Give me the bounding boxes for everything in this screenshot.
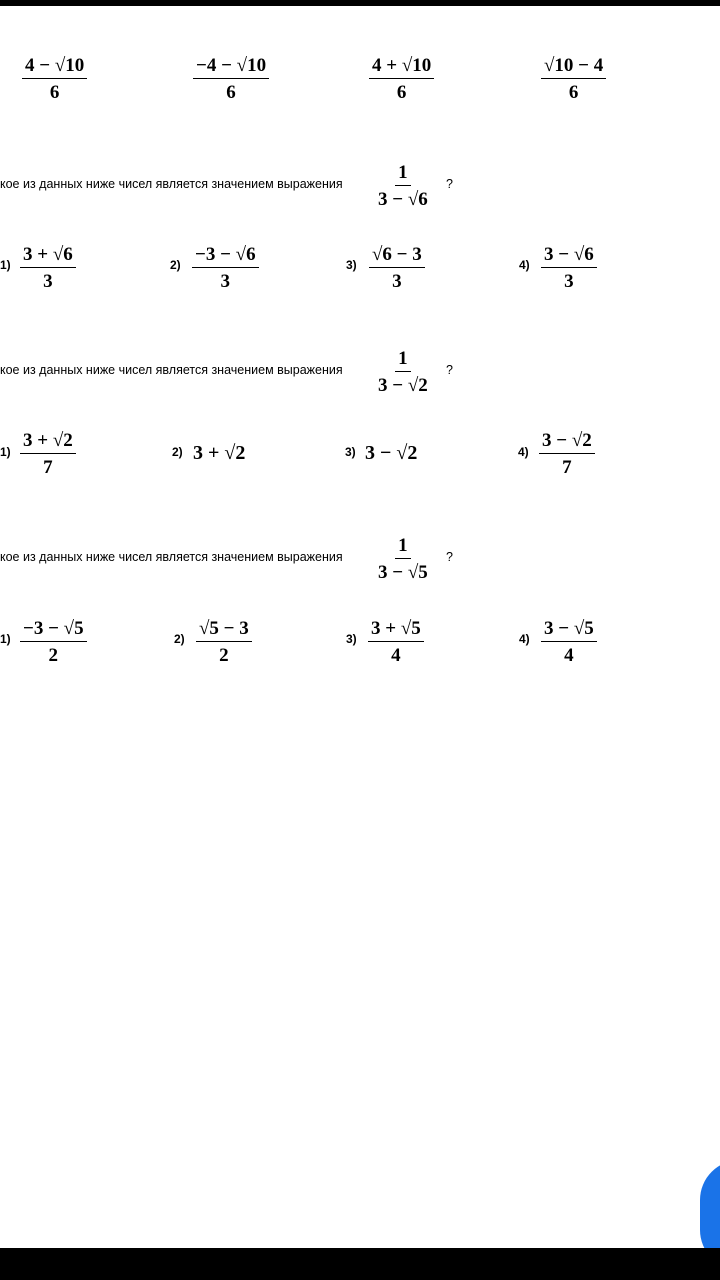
top-option-4: [541, 56, 606, 102]
option-number: 1): [0, 632, 11, 646]
answer-option-3: 3 − √2: [365, 442, 418, 464]
fraction-denominator: 3: [392, 271, 402, 292]
fraction-denominator: 6: [396, 82, 407, 103]
fraction-numerator: 4 + √10: [369, 56, 434, 79]
question-text: кое из данных ниже чисел является значением выражения: [0, 177, 343, 191]
question-text: кое из данных ниже чисел является значением выражения: [0, 363, 343, 377]
option-number: 1): [0, 445, 11, 459]
fraction-numerator: −3 − √6: [192, 245, 259, 268]
fraction-denominator: 4: [564, 645, 574, 666]
question-expression: [378, 163, 428, 209]
fraction-numerator: √10 − 4: [541, 56, 606, 79]
option-number: 4): [518, 445, 529, 459]
option-number: 3): [345, 445, 356, 459]
answer-option-2: [192, 245, 259, 291]
option-number: 2): [174, 632, 185, 646]
fraction-numerator: 3 − √2: [539, 431, 595, 454]
answer-option-4: [541, 245, 597, 291]
option-number: 1): [0, 258, 11, 272]
fraction-denominator: 6: [49, 82, 60, 103]
question-mark: ?: [446, 363, 453, 377]
fraction-numerator: 3 + √6: [20, 245, 76, 268]
option-number: 3): [346, 632, 357, 646]
answer-option-1: [20, 431, 76, 477]
option-number: 4): [519, 258, 530, 272]
fraction-denominator: 3 − √6: [378, 189, 428, 210]
top-option-1: [22, 56, 87, 102]
question-mark: ?: [446, 177, 453, 191]
fraction-numerator: −3 − √5: [20, 619, 87, 642]
question-expression: [378, 349, 428, 395]
option-number: 2): [170, 258, 181, 272]
option-number: 2): [172, 445, 183, 459]
answer-option-4: [541, 619, 597, 665]
question-expression: [378, 536, 428, 582]
fraction-denominator: 2: [48, 645, 59, 666]
fraction-denominator: 7: [562, 457, 572, 478]
top-option-3: [369, 56, 434, 102]
fraction-denominator: 3 − √2: [378, 375, 428, 396]
fraction-numerator: 1: [395, 536, 411, 559]
fraction-denominator: 3: [220, 271, 231, 292]
fraction-numerator: 3 + √2: [20, 431, 76, 454]
fraction-numerator: −4 − √10: [193, 56, 269, 79]
question-mark: ?: [446, 550, 453, 564]
question-text: кое из данных ниже чисел является значением выражения: [0, 550, 343, 564]
top-option-2: [193, 56, 269, 102]
fraction-numerator: 3 + √5: [368, 619, 424, 642]
option-number: 3): [346, 258, 357, 272]
answer-option-2: 3 + √2: [193, 442, 246, 464]
fraction-numerator: 1: [395, 349, 411, 372]
answer-option-1: [20, 245, 76, 291]
fraction-numerator: 1: [395, 163, 411, 186]
fraction-numerator: 4 − √10: [22, 56, 87, 79]
answer-option-3: [368, 619, 424, 665]
fraction-denominator: 6: [568, 82, 579, 103]
answer-option-4: [539, 431, 595, 477]
top-status-bar: [0, 0, 720, 6]
answer-option-1: [20, 619, 87, 665]
fraction-denominator: 7: [43, 457, 53, 478]
fraction-numerator: 3 − √5: [541, 619, 597, 642]
fraction-numerator: √5 − 3: [196, 619, 252, 642]
answer-option-2: [196, 619, 252, 665]
fraction-numerator: √6 − 3: [369, 245, 425, 268]
bottom-navigation-bar: [0, 1248, 720, 1280]
fraction-denominator: 2: [219, 645, 229, 666]
fraction-denominator: 3 − √5: [378, 562, 428, 583]
fraction-denominator: 6: [226, 82, 236, 103]
fraction-denominator: 4: [391, 645, 401, 666]
option-number: 4): [519, 632, 530, 646]
fraction-denominator: 3: [43, 271, 53, 292]
answer-option-3: [369, 245, 425, 291]
fraction-numerator: 3 − √6: [541, 245, 597, 268]
fraction-denominator: 3: [564, 271, 574, 292]
